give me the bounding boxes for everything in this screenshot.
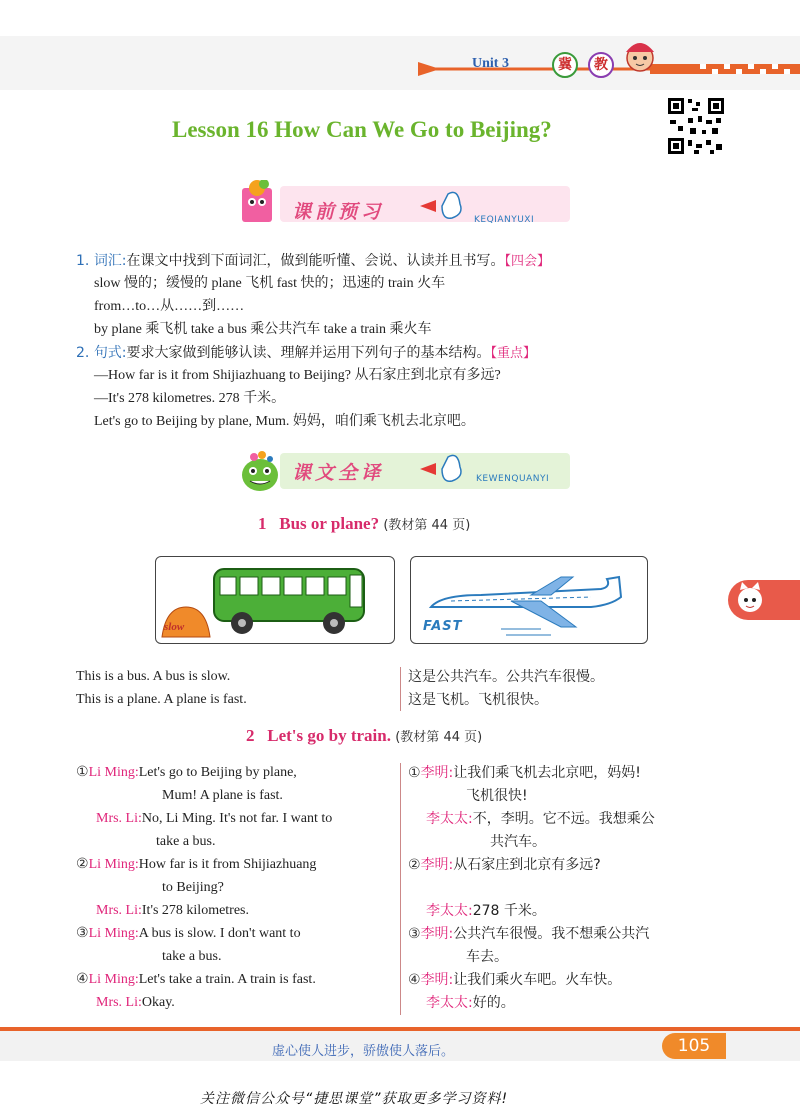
column-divider — [400, 667, 401, 711]
sentence-line-2: —It's 278 kilometres. 278 千米。 — [94, 391, 286, 406]
dialogue-text: 好的。 — [472, 995, 515, 1011]
side-tab — [728, 580, 800, 620]
speaker-li-ming: Li Ming: — [88, 972, 139, 987]
dialogue-en-5-cont: take a bus. — [162, 949, 222, 964]
key-point-tag: 【重点】 — [490, 346, 537, 361]
translation-banner-art — [240, 447, 570, 495]
preview-item-1 — [76, 251, 550, 272]
scene-2-number: 2 — [246, 726, 255, 745]
speaker-mrs-li-cn: 李太太: — [426, 811, 473, 827]
scene-1-number: 1 — [258, 514, 267, 533]
dialogue-number: ④ — [408, 972, 421, 988]
vocab-line-2: from…to…从……到…… — [94, 299, 245, 314]
dialogue-text: 公共汽车很慢。我不想乘公共汽 — [453, 926, 650, 942]
dialogue-en-3-cont: to Beijing? — [162, 880, 224, 895]
scene-1-heading — [258, 514, 470, 534]
dialogue-number: ③ — [408, 926, 421, 942]
dialogue-cn-1-cont: 飞机很快! — [466, 788, 528, 804]
vocab-line-1: slow 慢的；缓慢的 plane 飞机 fast 快的；迅速的 train 火车 — [94, 276, 446, 291]
translation-banner-subtitle: KEWENQUANYI — [476, 474, 550, 484]
qr-code-icon[interactable] — [666, 96, 726, 156]
dialogue-text: Let's go to Beijing by plane, — [138, 765, 297, 780]
vocab-label: 词汇: — [93, 253, 127, 269]
dialogue-cn-3 — [408, 855, 601, 875]
speaker-mrs-li: Mrs. Li: — [96, 995, 142, 1010]
scene-2-heading — [246, 726, 482, 746]
vocab-instruction: 在课文中找到下面词汇，做到能听懂、会说、认读并且书写。 — [126, 253, 505, 269]
fast-text: FAST — [423, 619, 463, 634]
speaker-mrs-li-cn: 李太太: — [426, 903, 473, 919]
item-number: 1. — [76, 253, 90, 269]
badge-jiao: 教 — [588, 52, 614, 78]
dialogue-cn-2 — [426, 809, 655, 829]
dialogue-text: 从石家庄到北京有多远? — [453, 857, 601, 873]
slow-sign-text: slow — [164, 621, 185, 633]
bus-illustration — [156, 557, 393, 642]
dialogue-text: 278 千米。 — [472, 903, 546, 919]
speaker-li-ming-cn: 李明: — [420, 765, 454, 781]
scene-1-cn-line-1: 这是公共汽车。公共汽车很慢。 — [408, 669, 604, 685]
speaker-li-ming: Li Ming: — [88, 765, 139, 780]
speaker-mrs-li: Mrs. Li: — [96, 811, 142, 826]
scene-1-page-ref: (教材第 44 页) — [383, 518, 471, 533]
dialogue-text: Okay. — [141, 995, 175, 1010]
plane-picture — [410, 556, 648, 644]
page-number: 105 — [662, 1033, 726, 1059]
speaker-mrs-li-cn: 李太太: — [426, 995, 473, 1011]
dialogue-number: ① — [408, 765, 421, 781]
sentence-instruction: 要求大家做到能够认读、理解并运用下列句子的基本结构。 — [126, 345, 491, 361]
lesson-title: Lesson 16 How Can We Go to Beijing? — [172, 117, 552, 142]
preview-banner-title: 课前预习 — [292, 201, 385, 223]
dialogue-text: It's 278 kilometres. — [141, 903, 250, 918]
dialogue-cn-1 — [408, 763, 641, 783]
footer-motto: 虚心使人进步，骄傲使人落后。 — [272, 1044, 455, 1059]
header-decoration — [0, 36, 800, 90]
dialogue-cn-7 — [426, 993, 515, 1013]
dialogue-cn-5-cont: 车去。 — [466, 949, 508, 965]
speaker-li-ming-cn: 李明: — [420, 972, 454, 988]
dialogue-en-7 — [96, 993, 175, 1013]
sentence-line-3: Let's go to Beijing by plane, Mum. 妈妈，咱们乘飞机去北京吧。 — [94, 414, 475, 429]
scene-1-cn-line-2: 这是飞机。飞机很快。 — [408, 692, 548, 708]
dialogue-text: Let's take a train. A train is fast. — [138, 972, 316, 987]
four-skills-tag: 【四会】 — [504, 254, 551, 269]
scene-1-title: Bus or plane? — [279, 514, 380, 533]
scene-1-en-line-2: This is a plane. A plane is fast. — [76, 692, 247, 707]
dialogue-cn-5 — [408, 924, 649, 944]
bus-picture — [155, 556, 395, 644]
dialogue-en-2 — [96, 809, 332, 829]
dialogue-number: ④ — [76, 972, 89, 987]
dialogue-text: 不，李明。它不远。我想乘公 — [472, 811, 655, 827]
badge-ji: 冀 — [552, 52, 578, 78]
scene-1-en-line-1: This is a bus. A bus is slow. — [76, 669, 231, 684]
translation-banner-title: 课文全译 — [292, 462, 385, 484]
unit-label: Unit 3 — [472, 56, 509, 71]
dialogue-text: How far is it from Shijiazhuang — [138, 857, 317, 872]
dialogue-en-3 — [76, 855, 316, 875]
dialogue-number: ② — [408, 857, 421, 873]
sentence-label: 句式: — [93, 345, 127, 361]
dialogue-text: No, Li Ming. It's not far. I want to — [141, 811, 333, 826]
speaker-li-ming-cn: 李明: — [420, 926, 454, 942]
dialogue-cn-2-cont: 共汽车。 — [490, 834, 546, 850]
bottom-note: 关注微信公众号“捷思课堂”获取更多学习资料! — [200, 1091, 509, 1107]
dialogue-text: 让我们乘火车吧。火车快。 — [453, 972, 622, 988]
fox-mascot-icon — [728, 580, 800, 620]
scene-2-page-ref: (教材第 44 页) — [395, 730, 483, 745]
dialogue-en-5 — [76, 924, 301, 944]
dialogue-number: ② — [76, 857, 89, 872]
speaker-mrs-li: Mrs. Li: — [96, 903, 142, 918]
dialogue-text: 让我们乘飞机去北京吧，妈妈! — [453, 765, 641, 781]
dialogue-en-2-cont: take a bus. — [156, 834, 216, 849]
column-divider — [400, 763, 401, 1015]
dialogue-cn-6 — [408, 970, 621, 990]
sentence-line-1: —How far is it from Shijiazhuang to Beijing? 从石家庄到北京有多远? — [94, 368, 501, 383]
speaker-li-ming: Li Ming: — [88, 857, 139, 872]
vocab-line-3: by plane 乘飞机 take a bus 乘公共汽车 take a train 乘火车 — [94, 322, 432, 337]
dialogue-number: ① — [76, 765, 89, 780]
dialogue-en-6 — [76, 970, 316, 990]
dialogue-en-1 — [76, 763, 297, 783]
preview-banner-subtitle: KEQIANYUXI — [474, 215, 535, 225]
dialogue-text: A bus is slow. I don't want to — [138, 926, 301, 941]
speaker-li-ming-cn: 李明: — [420, 857, 454, 873]
dialogue-cn-4 — [426, 901, 546, 921]
dialogue-en-4 — [96, 901, 249, 921]
scene-2-title: Let's go by train. — [267, 726, 391, 745]
dialogue-en-1-cont: Mum! A plane is fast. — [162, 788, 283, 803]
item-number: 2. — [76, 345, 90, 361]
preview-item-2 — [76, 343, 536, 364]
speaker-li-ming: Li Ming: — [88, 926, 139, 941]
dialogue-number: ③ — [76, 926, 89, 941]
